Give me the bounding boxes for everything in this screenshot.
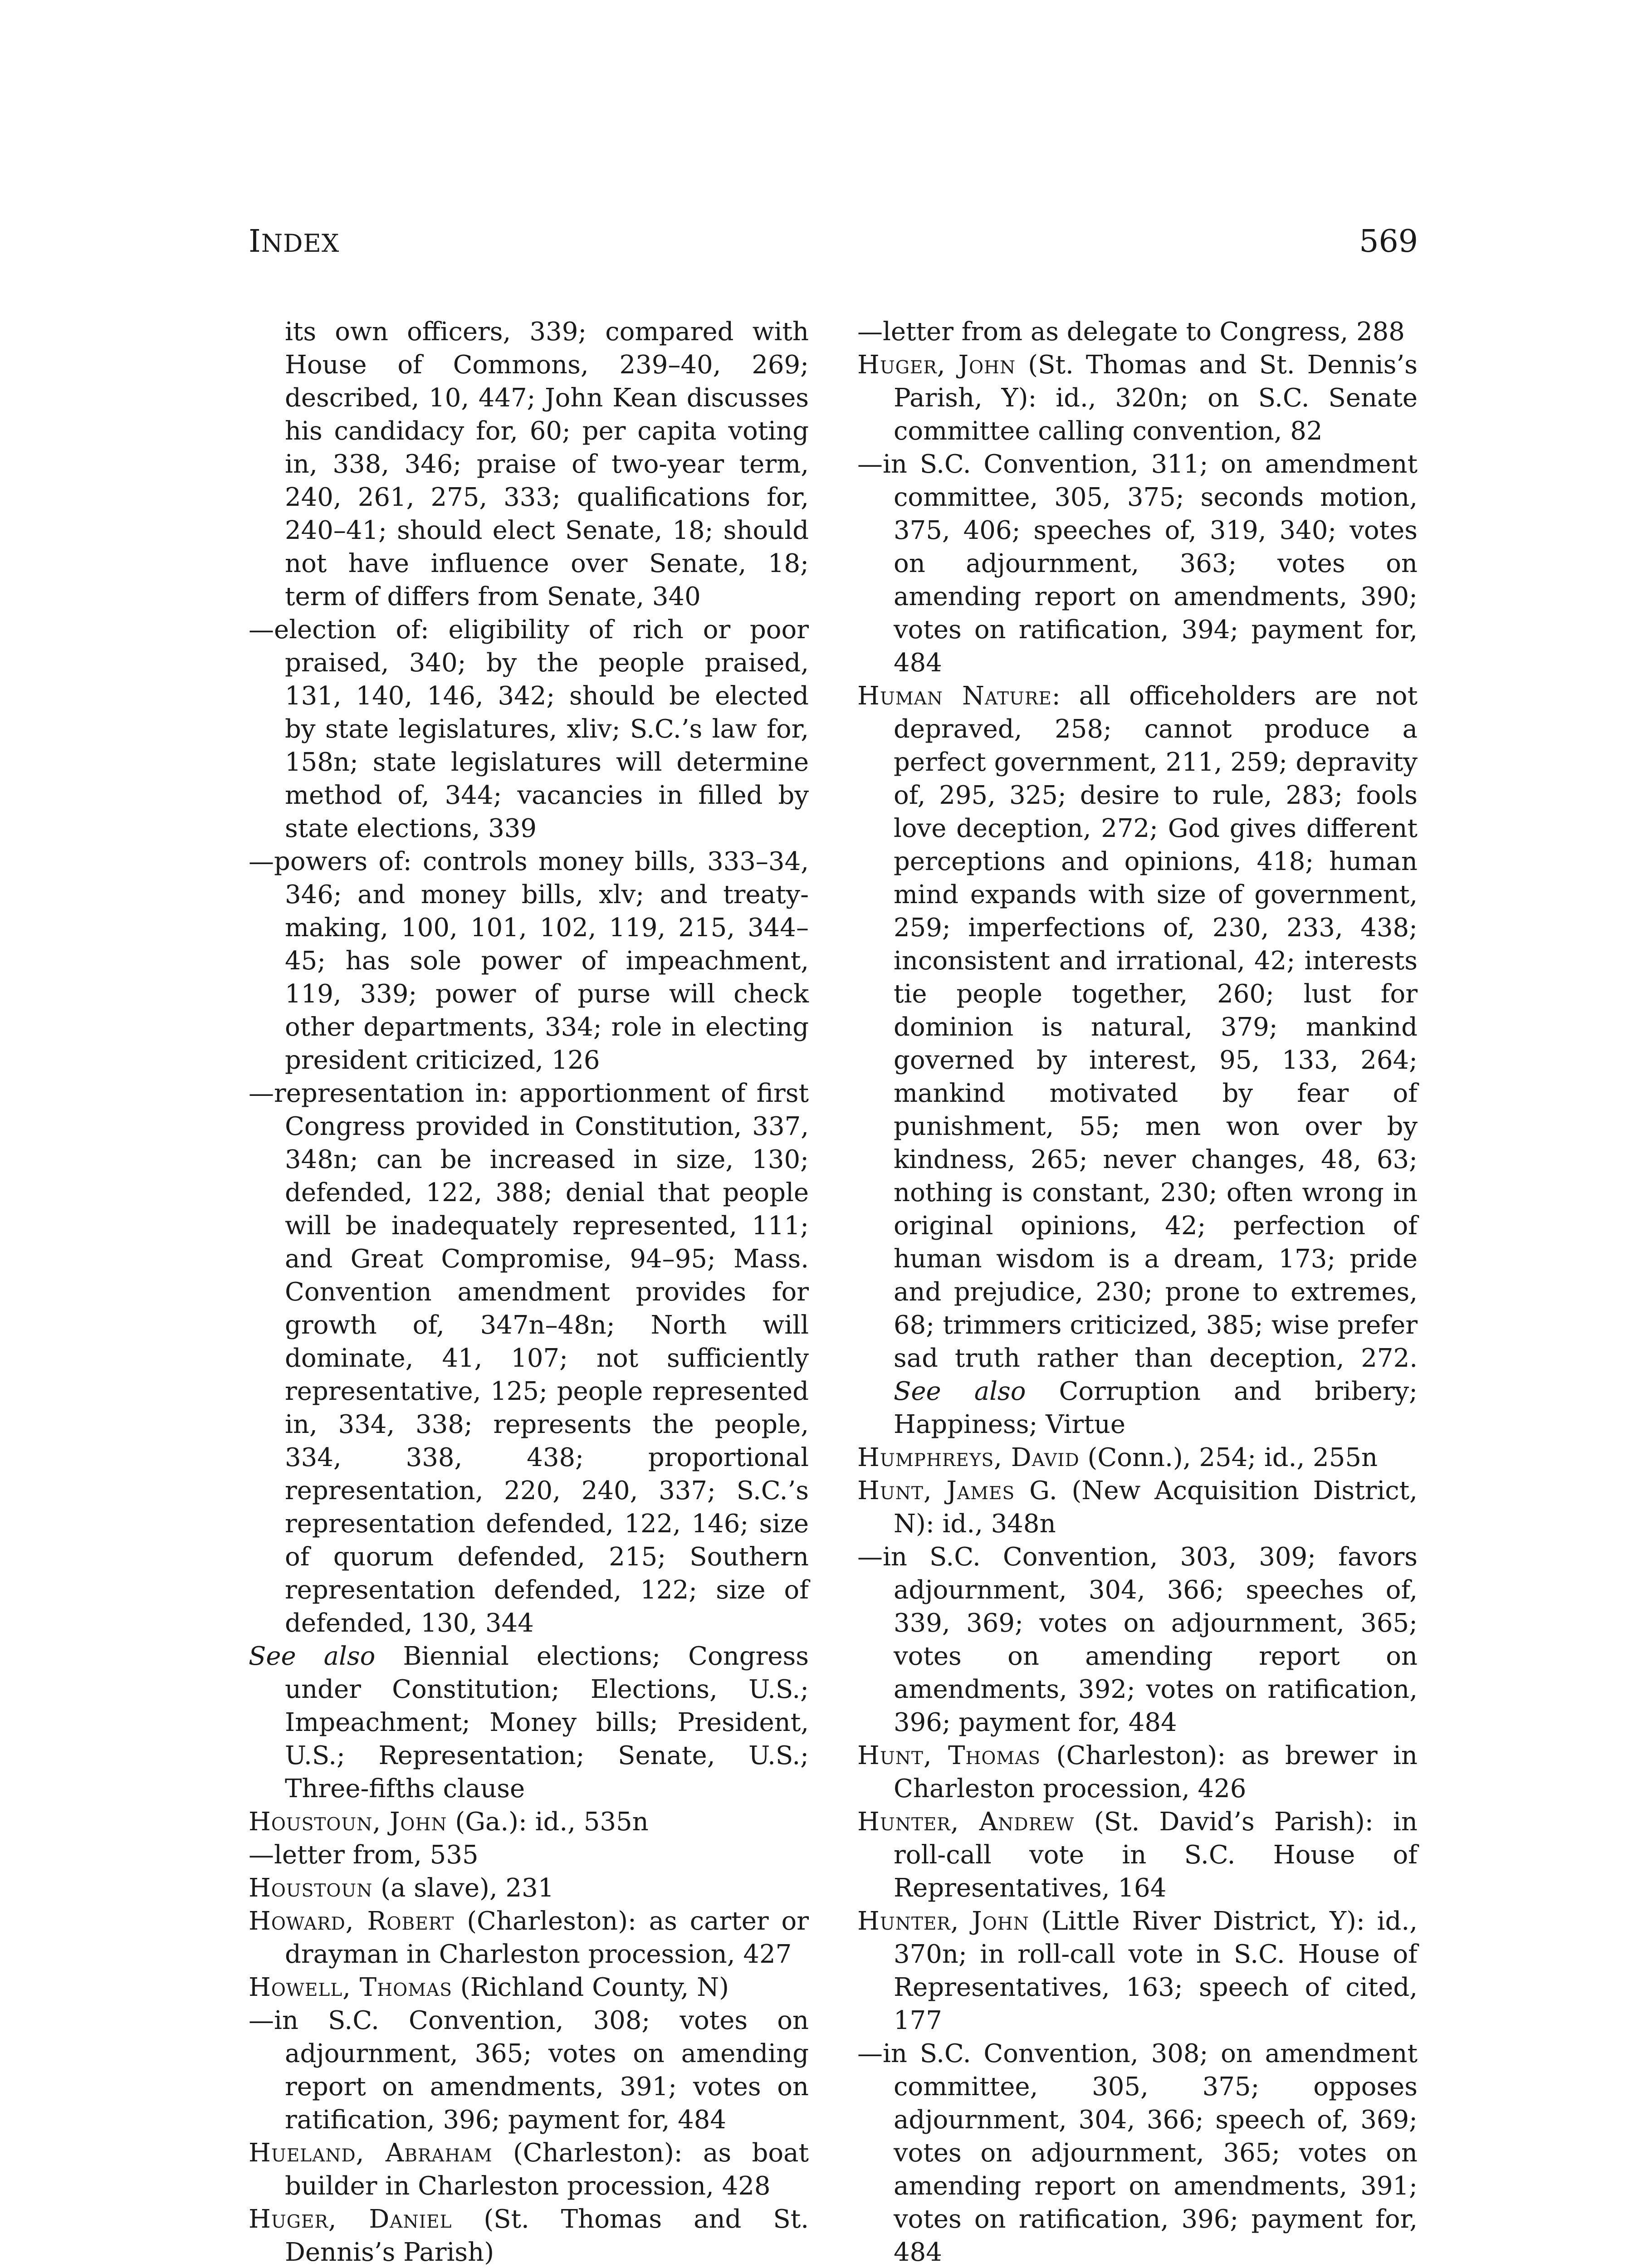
index-headword-entry: Howard, Robert (Charleston): as carter or drayman in Charleston procession, 427 bbox=[249, 1906, 809, 1969]
index-headword-entry: Howell, Thomas (Richland County, N) bbox=[249, 1973, 729, 2002]
index-subentry: —letter from, 535 bbox=[249, 1840, 479, 1870]
index-subentry: —in S.C. Convention, 303, 309; favors adjournment, 304, 366; speeches of, 339, 369; votes on adjournment, 365; votes on amending report on amendments, 392; votes on ratification, 396; payment for, 484 bbox=[857, 1542, 1418, 1737]
index-subentry: —letter from as delegate to Congress, 288 bbox=[857, 317, 1405, 347]
index-headword-entry: Hunter, John (Little River District, Y): id., 370n; in roll-call vote in S.C. House of Representatives, 163; speech of cited, 177 bbox=[857, 1906, 1418, 2035]
index-subentry: —in S.C. Convention, 311; on amendment committee, 305, 375; seconds motion, 375, 406; speeches of, 319, 340; votes on adjournment, 363; votes on amending report on amendments, 390; votes on ratification, 394; payment for, 484 bbox=[857, 450, 1418, 678]
index-headword-entry: Human Nature: all officeholders are not depraved, 258; cannot produce a perfect government, 211, 259; depravity of, 295, 325; desire to rule, 283; fools love deception, 272; God gives different perceptions and opinions, 418; human mind expands with size of government, 259; imperfections of, 230, 233, 438; inconsistent and irrational, 42; interests tie people together, 260; lust for dominion is natural, 379; mankind governed by interest, 95, 133, 264; mankind motivated by fear of punishment, 55; men won over by kindness, 265; never changes, 48, 63; nothing is constant, 230; often wrong in original opinions, 42; perfection of human wisdom is a dream, 173; pride and prejudice, 230; prone to extremes, 68; trimmers criticized, 385; wise prefer sad truth rather than deception, 272. See also Corruption and bribery; Happiness; Virtue bbox=[857, 681, 1418, 1439]
running-head-title bbox=[249, 224, 339, 259]
title-rest: NDEX bbox=[261, 229, 340, 258]
index-headword-entry: Hunter, Andrew (St. David’s Parish): in roll-call vote in S.C. House of Representatives, 164 bbox=[857, 1807, 1418, 1903]
index-headword-entry: Hueland, Abraham (Charleston): as boat builder in Charleston procession, 428 bbox=[249, 2138, 809, 2201]
index-subentry: —election of: eligibility of rich or poor praised, 340; by the people praised, 131, 140, 146, 342; should be elected by state legislatures, xliv; S.C.’s law for, 158n; state legislatures will determine method of, 344; vacancies in filled by state elections, 339 bbox=[249, 615, 809, 843]
title-initial: I bbox=[249, 224, 261, 259]
index-subentry: —representation in: apportionment of first Congress provided in Constitution, 337, 348n; can be increased in size, 130; defended, 122, 388; denial that people will be inadequately represented, 111; and Great Compromise, 94–95; Mass. Convention amendment provides for growth of, 347n–48n; North will dominate, 41, 107; not sufficiently representative, 125; people represented in, 334, 338; represents the people, 334, 338, 438; proportional representation, 220, 240, 337; S.C.’s representation defended, 122, 146; size of quorum defended, 215; Southern representation defended, 122; size of defended, 130, 344 bbox=[249, 1079, 809, 1638]
index-headword-entry: Humphreys, David (Conn.), 254; id., 255n bbox=[857, 1443, 1378, 1472]
index-subentry: —in S.C. Convention, 308; votes on adjournment, 365; votes on amending report on amendments, 391; votes on ratification, 396; payment for, 484 bbox=[249, 2006, 809, 2135]
index-headword-entry: Houstoun (a slave), 231 bbox=[249, 1873, 554, 1903]
running-header bbox=[249, 224, 1418, 274]
index-headword-entry: Hunt, James G. (New Acquisition District, N): id., 348n bbox=[857, 1476, 1418, 1539]
index-subentry: —powers of: controls money bills, 333–34, 346; and money bills, xlv; and treaty-making, 100, 101, 102, 119, 215, 344–45; has sole power of impeachment, 119, 339; power of purse will check other departments, 334; role in electing president criticized, 126 bbox=[249, 847, 809, 1075]
index-column-right bbox=[857, 315, 1418, 2268]
index-entry: its own officers, 339; compared with House of Commons, 239–40, 269; described, 10, 447; John Kean discusses his candidacy for, 60; per capita voting in, 338, 346; praise of two-year term, 240, 261, 275, 333; qualifications for, 240–41; should elect Senate, 18; should not have influence over Senate, 18; term of differs from Senate, 340 bbox=[285, 317, 809, 611]
index-column-left bbox=[249, 315, 809, 2268]
index-see-also: See also Biennial elections; Congress under Constitution; Elections, U.S.; Impeachment; Money bills; President, U.S.; Representation; Senate, U.S.; Three-fifths clause bbox=[249, 1642, 809, 1804]
index-headword-entry: Houstoun, John (Ga.): id., 535n bbox=[249, 1807, 649, 1837]
index-headword-entry: Hunt, Thomas (Charleston): as brewer in Charleston procession, 426 bbox=[857, 1741, 1418, 1804]
index-subentry: —in S.C. Convention, 308; on amendment committee, 305, 375; opposes adjournment, 304, 366; speech of, 369; votes on adjournment, 365; votes on amending report on amendments, 391; votes on ratification, 396; payment for, 484 bbox=[857, 2039, 1418, 2267]
index-headword-entry: Huger, Daniel (St. Thomas and St. Dennis’s Parish) bbox=[249, 2204, 809, 2267]
page-number: 569 bbox=[1359, 224, 1418, 259]
index-headword-entry: Huger, John (St. Thomas and St. Dennis’s Parish, Y): id., 320n; on S.C. Senate committee calling convention, 82 bbox=[857, 350, 1418, 446]
